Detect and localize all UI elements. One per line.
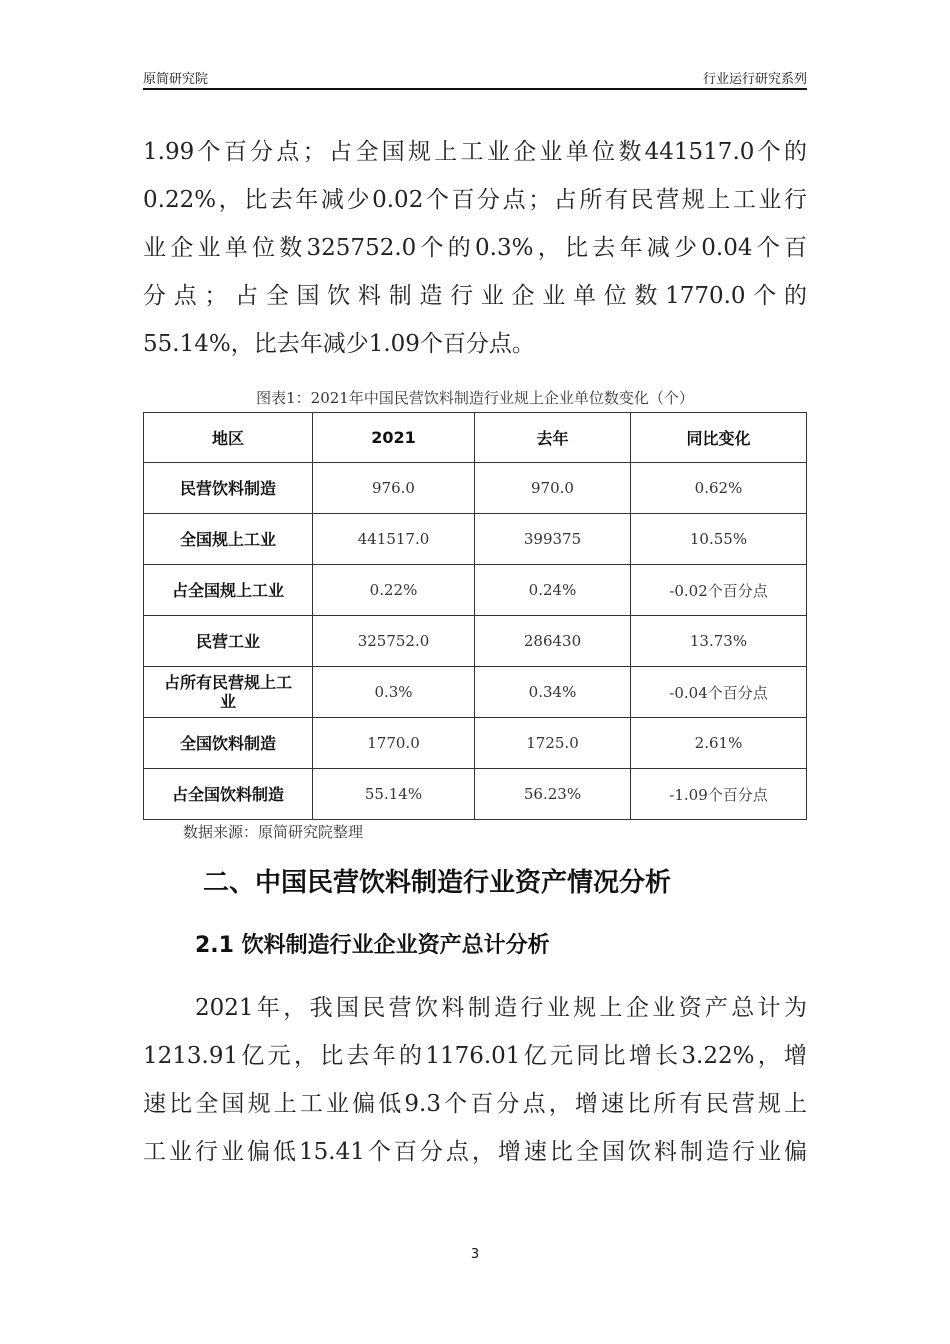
table-row — [144, 565, 807, 616]
subsection-heading: 2.1 饮料制造行业企业资产总计分析 — [195, 933, 550, 958]
row-label: 占全国规上工业 — [144, 565, 313, 616]
page-header — [143, 66, 807, 90]
row-label: 全国规上工业 — [144, 514, 313, 565]
cell-yoy-change: -0.04个百分点 — [631, 667, 807, 718]
cell-2021: 325752.0 — [313, 616, 475, 667]
intro-paragraph — [143, 128, 807, 368]
cell-prev-year: 1725.0 — [475, 718, 631, 769]
cell-2021: 0.22% — [313, 565, 475, 616]
paragraph-line: 55.14%，比去年减少1.09个百分点。 — [143, 331, 535, 357]
table-caption: 图表1：2021年中国民营饮料制造行业规上企业单位数变化（个） — [256, 389, 694, 407]
row-label: 民营工业 — [144, 616, 313, 667]
cell-2021: 976.0 — [313, 463, 475, 514]
data-source-note: 数据来源：原简研究院整理 — [183, 823, 364, 841]
table-row — [144, 463, 807, 514]
table-row — [144, 616, 807, 667]
row-label: 民营饮料制造 — [144, 463, 313, 514]
cell-yoy-change: 2.61% — [631, 718, 807, 769]
paragraph-line: 1.99个百分点；占全国规上工业企业单位数441517.0个的 — [143, 139, 807, 165]
cell-yoy-change: 13.73% — [631, 616, 807, 667]
table-row — [144, 667, 807, 718]
cell-2021: 55.14% — [313, 769, 475, 820]
column-header-region: 地区 — [144, 413, 313, 463]
cell-2021: 0.3% — [313, 667, 475, 718]
cell-yoy-change: 10.55% — [631, 514, 807, 565]
column-header-2021: 2021 — [313, 413, 475, 463]
paragraph-line: 业企业单位数325752.0个的0.3%，比去年减少0.04个百 — [143, 235, 807, 261]
cell-prev-year: 286430 — [475, 616, 631, 667]
cell-2021: 1770.0 — [313, 718, 475, 769]
column-header-yoy-change: 同比变化 — [631, 413, 807, 463]
page-number: 3 — [470, 1247, 480, 1262]
header-series-name: 行业运行研究系列 — [702, 72, 807, 87]
cell-yoy-change: -0.02个百分点 — [631, 565, 807, 616]
table-header-row — [144, 413, 807, 463]
table-row — [144, 514, 807, 565]
column-header-prev-year: 去年 — [475, 413, 631, 463]
header-org-name: 原简研究院 — [143, 72, 209, 87]
cell-yoy-change: 0.62% — [631, 463, 807, 514]
cell-prev-year: 56.23% — [475, 769, 631, 820]
table-row — [144, 718, 807, 769]
row-label: 占全国饮料制造 — [144, 769, 313, 820]
row-label: 全国饮料制造 — [144, 718, 313, 769]
cell-prev-year: 970.0 — [475, 463, 631, 514]
cell-prev-year: 399375 — [475, 514, 631, 565]
paragraph-line: 分点；占全国饮料制造行业企业单位数1770.0个的 — [143, 283, 807, 309]
cell-yoy-change: -1.09个百分点 — [631, 769, 807, 820]
section-heading: 二、中国民营饮料制造行业资产情况分析 — [203, 868, 672, 898]
table-row — [144, 769, 807, 820]
enterprise-count-table — [143, 412, 807, 820]
paragraph-line: 速比全国规上工业偏低9.3个百分点，增速比所有民营规上 — [143, 1091, 807, 1117]
cell-prev-year: 0.24% — [475, 565, 631, 616]
paragraph-line: 1213.91亿元，比去年的1176.01亿元同比增长3.22%，增 — [143, 1043, 807, 1069]
row-label: 占所有民营规上工业 — [144, 667, 313, 718]
cell-2021: 441517.0 — [313, 514, 475, 565]
cell-prev-year: 0.34% — [475, 667, 631, 718]
paragraph-line: 0.22%，比去年减少0.02个百分点；占所有民营规上工业行 — [143, 187, 807, 213]
paragraph-line: 2021年，我国民营饮料制造行业规上企业资产总计为 — [195, 995, 807, 1021]
paragraph-line: 工业行业偏低15.41个百分点，增速比全国饮料制造行业偏 — [143, 1139, 807, 1165]
body-paragraph — [143, 984, 807, 1176]
